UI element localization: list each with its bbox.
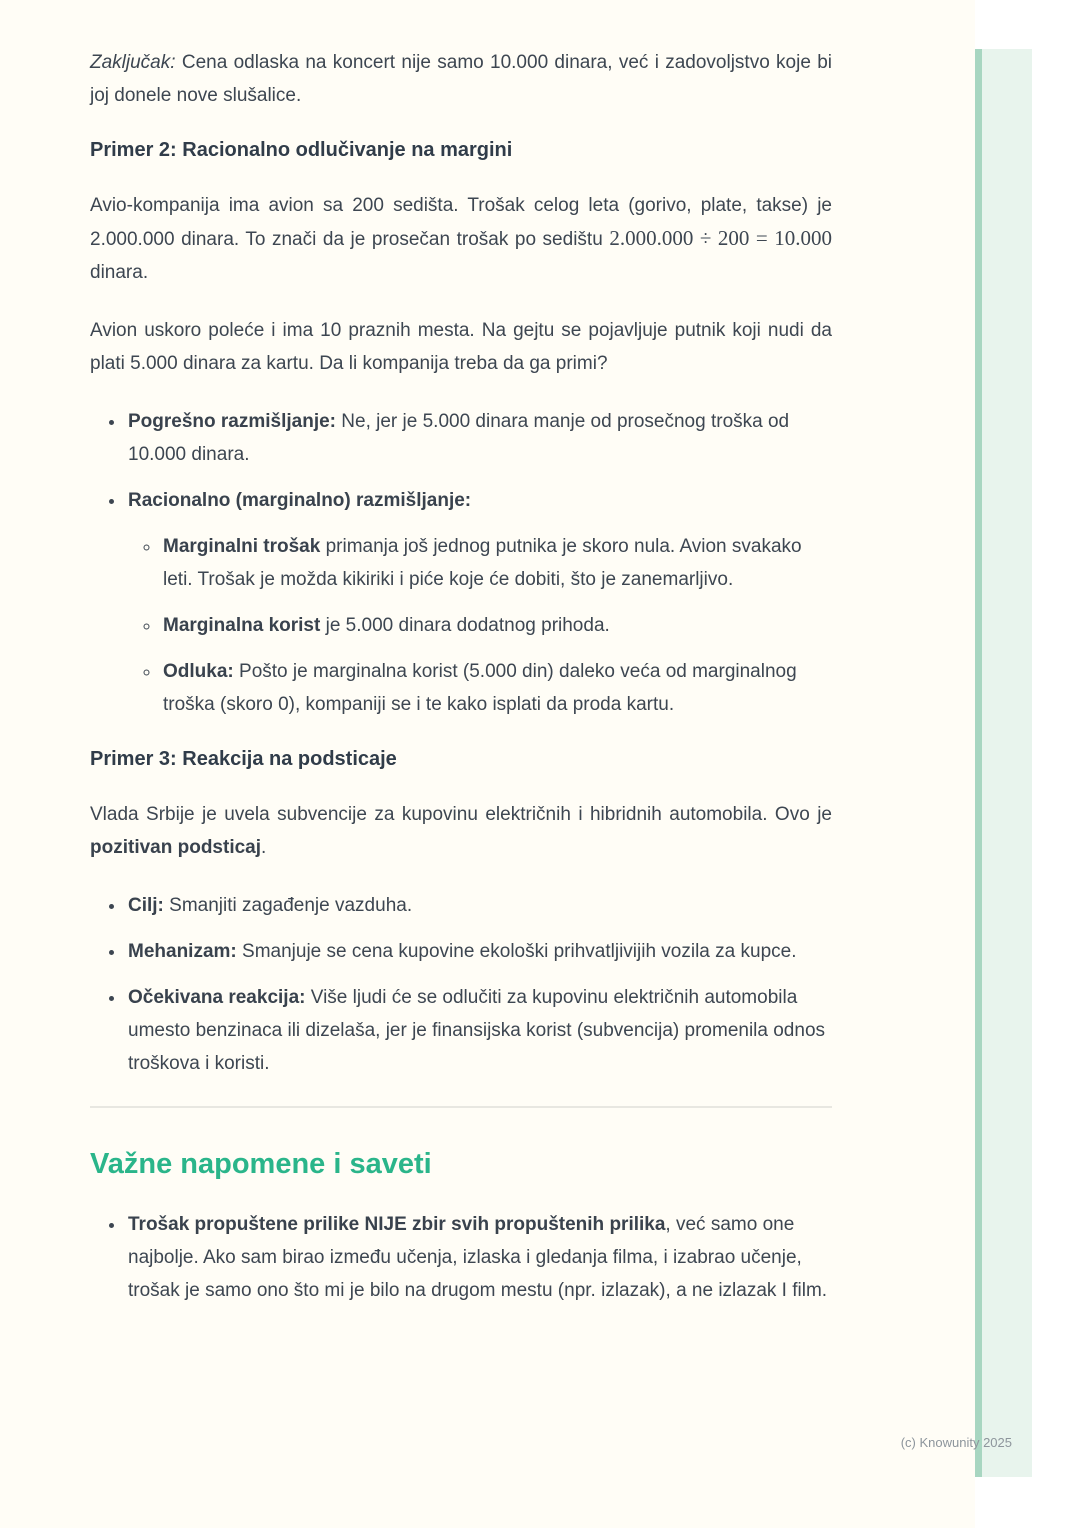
primer3-heading: Primer 3: Reakcija na podsticaje (90, 748, 397, 770)
inline-math-formula: 2.000.000 ÷ 200 = 10.000 (609, 226, 832, 250)
bold-run: pozitivan podsticaj (90, 837, 262, 858)
text-run: . (261, 837, 267, 858)
conclusion-label: Zaključak: (90, 52, 176, 73)
text-run: , već samo one najbolje. Ako sam birao između učenja, izlaska i gledanja filma, i izabrao učenje, trošak je samo ono što mi je bilo na drugom mestu (npr. izlazak), a ne izlazak I film. (128, 1214, 828, 1301)
primer3-bullet-list (90, 889, 832, 1080)
copyright-footer: (c) Knowunity 2025 (900, 1435, 1012, 1450)
text-run: Vlada Srbije je uvela subvencije za kupovinu električnih i hibridnih automobila. Ovo je (90, 804, 832, 825)
bold-lead: Trošak propuštene prilike NIJE zbir svih propuštenih prilika (128, 1214, 666, 1235)
list-item (126, 1208, 832, 1307)
right-accent-bar (975, 49, 1032, 1477)
text-run: primanja još jednog putnika je skoro nula. Avion svakako leti. Trošak je možda kikiriki i piće koje će dobiti, što je zanemarljivo. (163, 536, 802, 590)
list-item (161, 530, 832, 596)
bold-lead: Racionalno (marginalno) razmišljanje: (128, 490, 472, 511)
bold-lead: Marginalna korist (163, 615, 321, 636)
bold-lead: Mehanizam: (128, 941, 237, 962)
primer2-question-paragraph: Avion uskoro poleće i ima 10 praznih mesta. Na gejtu se pojavljuje putnik koji nudi da plati 5.000 dinara za kartu. Da li kompanija treba da ga primi? (90, 320, 832, 374)
primer2-heading: Primer 2: Racionalno odlučivanje na margini (90, 139, 513, 161)
text-run: dinara. (90, 262, 149, 283)
text-run: Pošto je marginalna korist (5.000 din) daleko veća od marginalnog troška (skoro 0), kompaniji se i te kako isplati da proda kartu. (163, 661, 797, 715)
primer2-sub-list (128, 530, 832, 721)
conclusion-paragraph (90, 46, 832, 112)
bold-lead: Pogrešno razmišljanje: (128, 411, 337, 432)
list-item (126, 889, 832, 922)
primer2-cost-paragraph (90, 189, 832, 289)
list-item (126, 405, 832, 471)
bold-lead: Očekivana reakcija: (128, 987, 306, 1008)
bold-lead: Marginalni trošak (163, 536, 321, 557)
text-run: Ne, jer je 5.000 dinara manje od prosečnog troška od 10.000 dinara. (128, 411, 790, 465)
list-item (126, 935, 832, 968)
document-content (90, 20, 832, 1332)
text-run: Smanjiti zagađenje vazduha. (169, 895, 413, 916)
text-run: Avio-kompanija ima avion sa 200 sedišta. Trošak celog leta (gorivo, plate, takse) je 2.000.000 dinara. To znači da je prosečan trošak po sedištu (90, 195, 832, 250)
text-run: Smanjuje se cena kupovine ekološki prihvatljivijih vozila za kupce. (242, 941, 797, 962)
section-divider (90, 1106, 832, 1108)
list-item (161, 655, 832, 721)
bold-lead: Odluka: (163, 661, 234, 682)
notes-bullet-list (90, 1208, 832, 1307)
text-run: Više ljudi će se odlučiti za kupovinu električnih automobila umesto benzinaca ili dizelaša, jer je finansijska korist (subvencija) promenila odnos troškova i koristi. (128, 987, 826, 1074)
notes-heading: Važne napomene i saveti (90, 1148, 432, 1180)
list-item (161, 609, 832, 642)
bold-lead: Cilj: (128, 895, 164, 916)
primer2-bullet-list (90, 405, 832, 721)
conclusion-text: Cena odlaska na koncert nije samo 10.000 dinara, već i zadovoljstvo koje bi joj donele nove slušalice. (90, 52, 833, 106)
list-item (126, 484, 832, 721)
list-item (126, 981, 832, 1080)
primer3-intro-paragraph (90, 798, 832, 864)
text-run: je 5.000 dinara dodatnog prihoda. (325, 615, 610, 636)
